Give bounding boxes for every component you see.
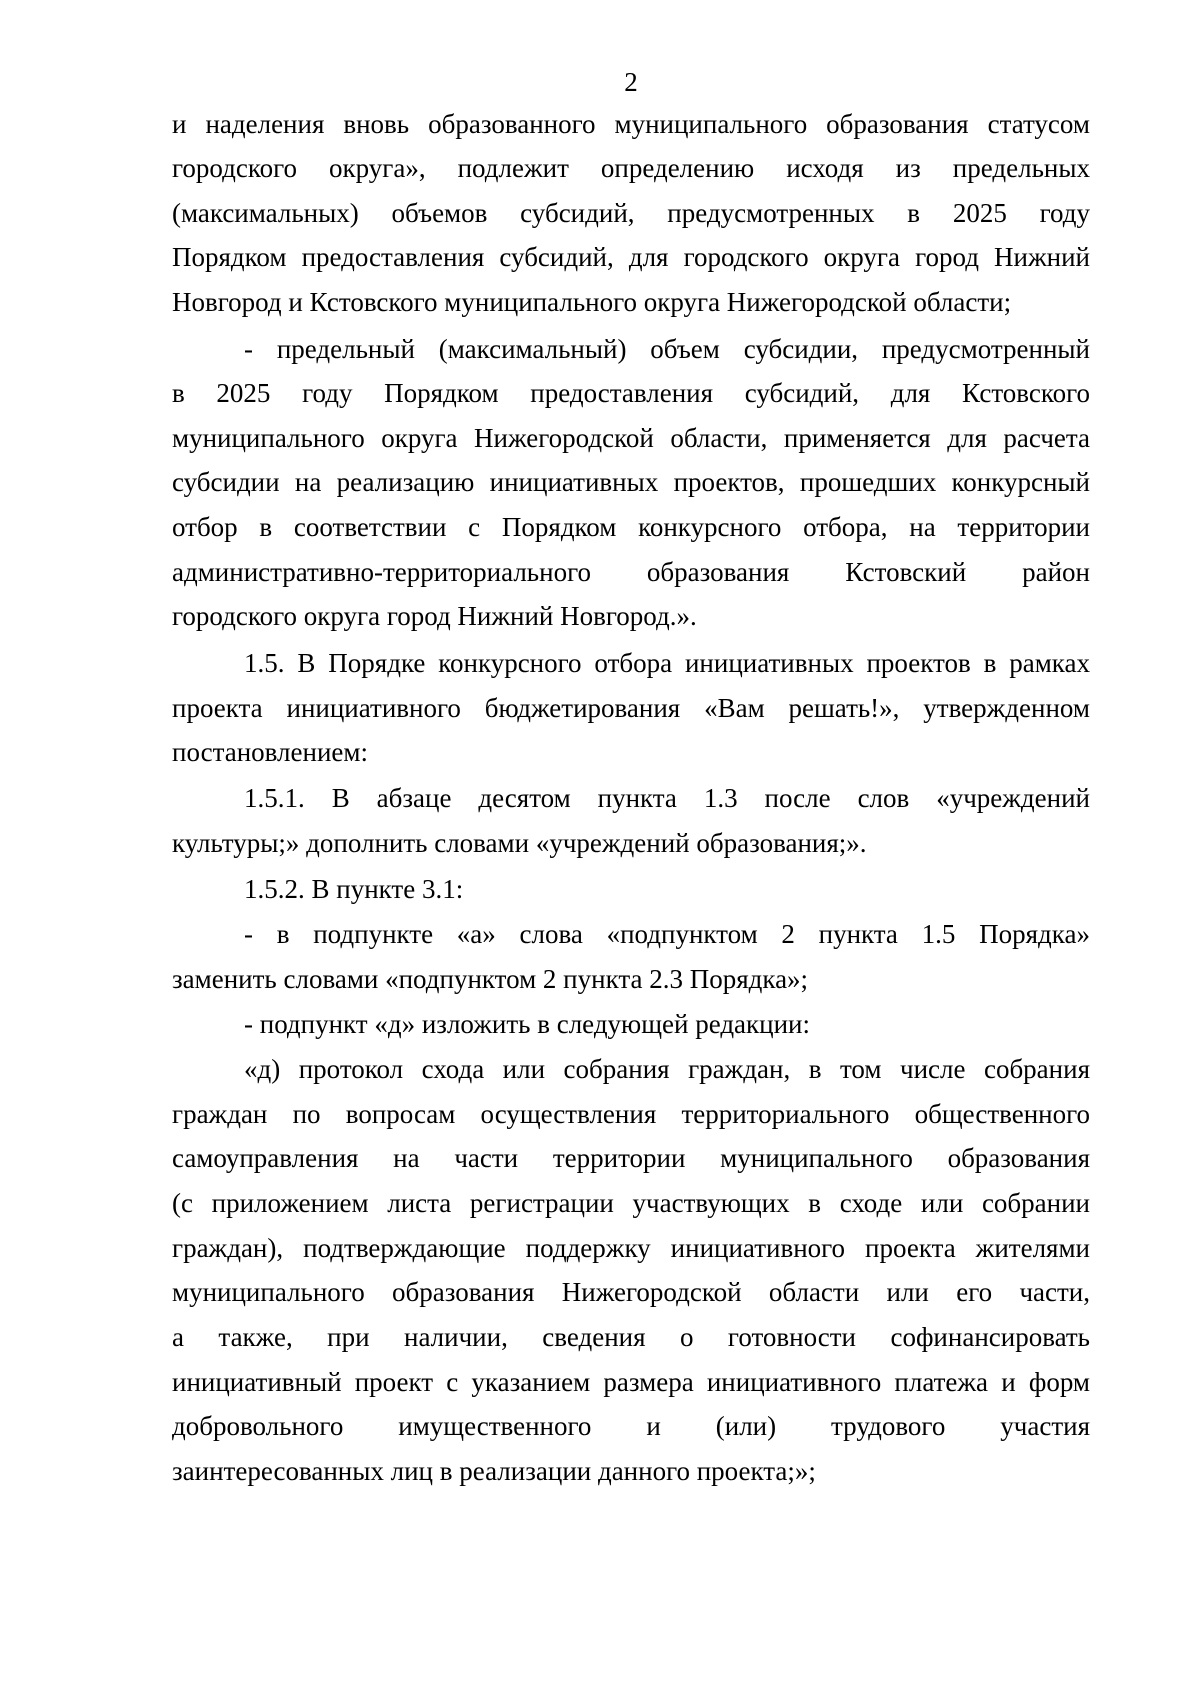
text-line: Порядком предоставления субсидий, для городского округа город Нижний (172, 242, 1090, 272)
page-number: 2 (624, 67, 638, 97)
text-line: а также, при наличии, сведения о готовности софинансировать (172, 1322, 1090, 1352)
text-line: добровольного имущественного и (или) трудового участия (172, 1411, 1090, 1441)
text-line: и наделения вновь образованного муниципального образования статусом (172, 109, 1090, 139)
text-line: административно-территориального образования Кстовский район (172, 557, 1090, 587)
text-line: муниципального образования Нижегородской области или его части, (172, 1277, 1090, 1307)
text-line: - в подпункте «а» слова «подпунктом 2 пункта 1.5 Порядка» (244, 919, 1090, 949)
text-line: отбор в соответствии с Порядком конкурсного отбора, на территории (172, 512, 1090, 542)
text-line: инициативный проект с указанием размера инициативного платежа и форм (172, 1367, 1090, 1397)
text-line: заменить словами «подпунктом 2 пункта 2.3 Порядка»; (172, 964, 809, 994)
text-line: заинтересованных лиц в реализации данного проекта;»; (172, 1456, 816, 1486)
text-line: граждан), подтверждающие поддержку инициативного проекта жителями (172, 1233, 1090, 1263)
text-line: муниципального округа Нижегородской области, применяется для расчета (172, 423, 1090, 453)
text-line: городского округа», подлежит определению исходя из предельных (172, 153, 1090, 183)
text-line: 1.5. В Порядке конкурсного отбора инициативных проектов в рамках (244, 648, 1090, 678)
text-line: граждан по вопросам осуществления территориального общественного (172, 1099, 1090, 1129)
text-line: городского округа город Нижний Новгород.». (172, 601, 697, 631)
text-line: самоуправления на части территории муниципального образования (172, 1143, 1090, 1173)
text-line: «д) протокол схода или собрания граждан, в том числе собрания (244, 1054, 1090, 1084)
text-line: 1.5.2. В пункте 3.1: (244, 874, 464, 904)
text-line: (максимальных) объемов субсидий, предусмотренных в 2025 году (172, 198, 1090, 228)
text-line: культуры;» дополнить словами «учреждений образования;». (172, 828, 867, 858)
text-line: Новгород и Кстовского муниципального округа Нижегородской области; (172, 287, 1012, 317)
text-line: - предельный (максимальный) объем субсидии, предусмотренный (244, 334, 1090, 364)
text-line: 1.5.1. В абзаце десятом пункта 1.3 после слов «учреждений (244, 783, 1090, 813)
text-line: в 2025 году Порядком предоставления субсидий, для Кстовского (172, 378, 1090, 408)
text-line: (с приложением листа регистрации участвующих в сходе или собрании (172, 1188, 1090, 1218)
text-line: - подпункт «д» изложить в следующей редакции: (244, 1009, 811, 1039)
text-line: проекта инициативного бюджетирования «Вам решать!», утвержденном (172, 693, 1090, 723)
text-line: субсидии на реализацию инициативных проектов, прошедших конкурсный (172, 467, 1090, 497)
text-line: постановлением: (172, 737, 368, 767)
